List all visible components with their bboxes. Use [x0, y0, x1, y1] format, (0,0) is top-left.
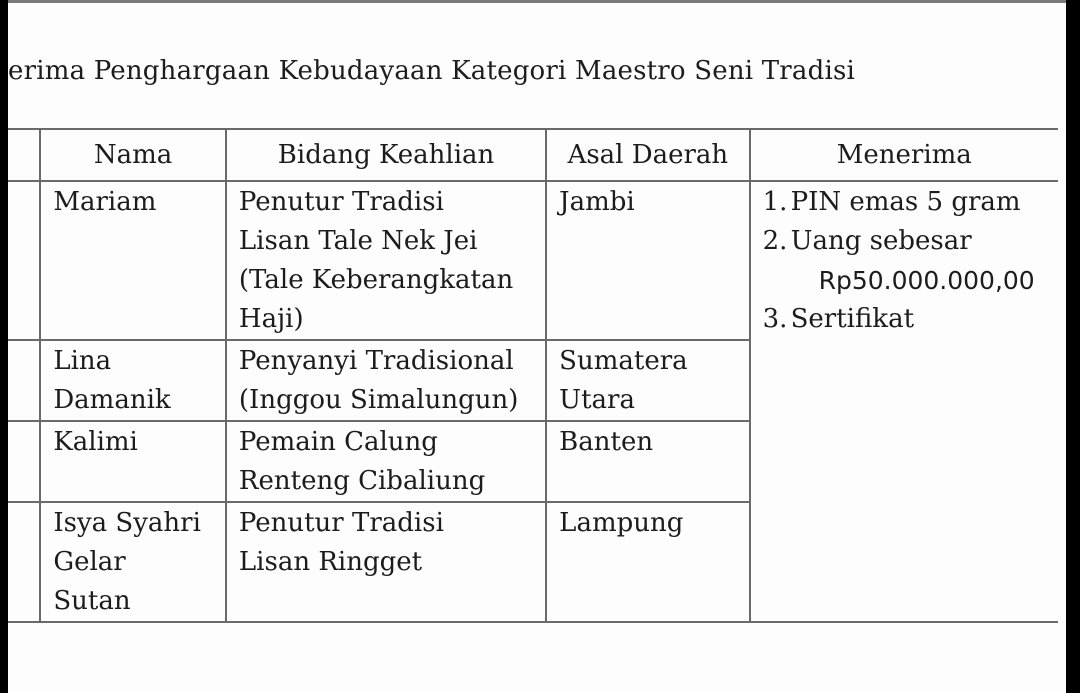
asal-cell: Jambi	[546, 181, 749, 340]
list-text: PIN emas 5 gram	[790, 187, 1021, 217]
row-number-cell	[8, 340, 40, 421]
list-number: 1.	[762, 187, 788, 217]
row-number-cell	[8, 181, 40, 340]
list-item	[763, 300, 1058, 339]
bidang-cell: Penutur Tradisi Lisan Ringget	[226, 502, 546, 622]
asal-cell: Lampung	[546, 502, 749, 622]
asal-cell: Sumatera Utara	[546, 340, 749, 421]
row-number-cell	[8, 421, 40, 502]
bidang-cell: Penutur Tradisi Lisan Tale Nek Jei (Tale Keberangkatan Haji)	[226, 181, 546, 340]
header-asal-daerah: Asal Daerah	[546, 129, 749, 181]
list-item	[763, 222, 1058, 261]
list-number	[763, 261, 791, 300]
bidang-cell: Penyanyi Tradisional (Inggou Simalungun)	[226, 340, 546, 421]
menerima-cell	[750, 181, 1058, 622]
bidang-cell: Pemain Calung Renteng Cibaliung	[226, 421, 546, 502]
header-menerima: Menerima	[750, 129, 1058, 181]
section-heading: erima Penghargaan Kebudayaan Kategori Maestro Seni Tradisi	[8, 56, 856, 86]
list-text: Rp50.000.000,00	[818, 266, 1035, 295]
header-no	[8, 129, 40, 181]
nama-cell: Kalimi	[40, 421, 226, 502]
top-border-line	[8, 0, 1066, 3]
asal-cell: Banten	[546, 421, 749, 502]
list-text: Uang sebesar	[790, 226, 972, 256]
nama-cell: Lina Damanik	[40, 340, 226, 421]
nama-cell: Isya Syahri Gelar Sutan	[40, 502, 226, 622]
list-number: 3.	[762, 304, 788, 334]
table-row	[8, 181, 1058, 340]
table-header-row	[8, 129, 1058, 181]
row-number-cell	[8, 502, 40, 622]
list-number: 2.	[762, 226, 788, 256]
header-bidang-keahlian: Bidang Keahlian	[226, 129, 546, 181]
document-page	[8, 0, 1066, 693]
list-item	[763, 261, 1058, 300]
awardee-table	[8, 128, 1058, 623]
header-nama: Nama	[40, 129, 226, 181]
list-text: Sertifikat	[790, 304, 915, 334]
list-item	[763, 183, 1058, 222]
menerima-list	[763, 183, 1058, 339]
nama-cell: Mariam	[40, 181, 226, 340]
